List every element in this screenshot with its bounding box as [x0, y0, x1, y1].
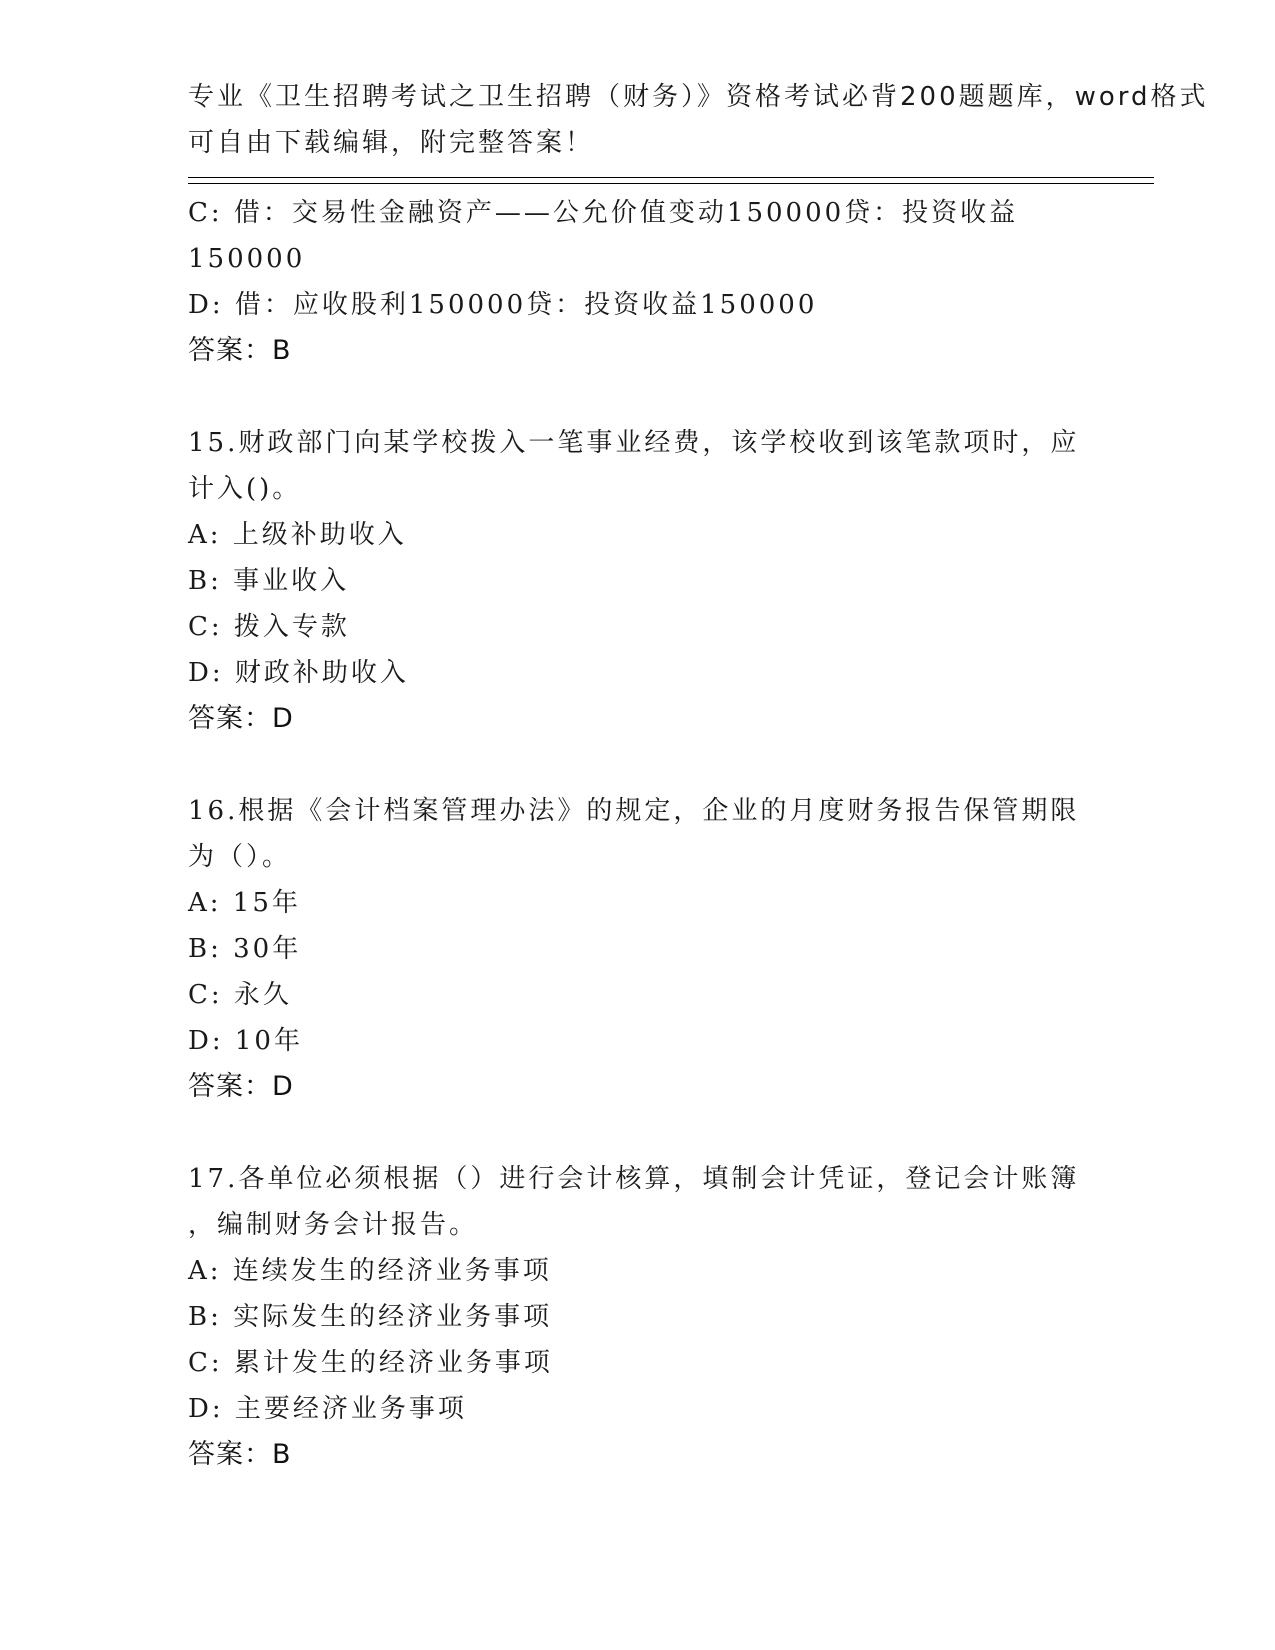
- option-d: D: 主要经济业务事项: [188, 1394, 467, 1424]
- option-b: B: 实际发生的经济业务事项: [188, 1302, 553, 1332]
- spacer: [188, 374, 1088, 420]
- option-d: D: 10年: [188, 1026, 303, 1056]
- question-14-tail: [188, 190, 1088, 374]
- answer: 答案：D: [188, 703, 294, 734]
- option-c: C: 永久: [188, 980, 292, 1010]
- answer: 答案：D: [188, 1071, 294, 1102]
- header-divider-top: [188, 177, 1154, 178]
- option-a: A: 连续发生的经济业务事项: [188, 1256, 552, 1286]
- header-line-1: 专业《卫生招聘考试之卫生招聘（财务）》资格考试必背200题题库，word格式: [188, 82, 1209, 112]
- question-stem-continued: 计入()。: [188, 474, 302, 504]
- question-16: [188, 788, 1088, 1110]
- answer: 答案：B: [188, 1439, 292, 1470]
- spacer: [188, 742, 1088, 788]
- question-stem: 15.财政部门向某学校拨入一笔事业经费，该学校收到该笔款项时，应: [188, 428, 1080, 458]
- spacer: [188, 1110, 1088, 1156]
- answer: 答案：B: [188, 335, 292, 366]
- option-c: C: 累计发生的经济业务事项: [188, 1348, 553, 1378]
- header-divider-bottom: [188, 183, 1154, 184]
- option-a: A: 15年: [188, 888, 301, 918]
- question-stem-continued: 为（）。: [188, 842, 292, 872]
- document-body: [188, 190, 1088, 1478]
- option-c: C: 借：交易性金融资产——公允价值变动150000贷：投资收益: [188, 198, 1019, 228]
- question-17: [188, 1156, 1088, 1478]
- option-a: A: 上级补助收入: [188, 520, 407, 550]
- option-d: D: 财政补助收入: [188, 658, 409, 688]
- document-header: [188, 74, 1209, 166]
- option-d: D: 借：应收股利150000贷：投资收益150000: [188, 290, 818, 320]
- question-stem: 16.根据《会计档案管理办法》的规定，企业的月度财务报告保管期限: [188, 796, 1080, 826]
- question-stem: 17.各单位必须根据（）进行会计核算，填制会计凭证，登记会计账簿: [188, 1164, 1080, 1194]
- option-b: B: 30年: [188, 934, 302, 964]
- header-line-2: 可自由下载编辑，附完整答案！: [188, 128, 595, 158]
- option-b: B: 事业收入: [188, 566, 350, 596]
- question-15: [188, 420, 1088, 742]
- option-c: C: 拨入专款: [188, 612, 350, 642]
- option-c-continued: 150000: [188, 244, 306, 274]
- question-stem-continued: ，编制财务会计报告。: [188, 1210, 479, 1240]
